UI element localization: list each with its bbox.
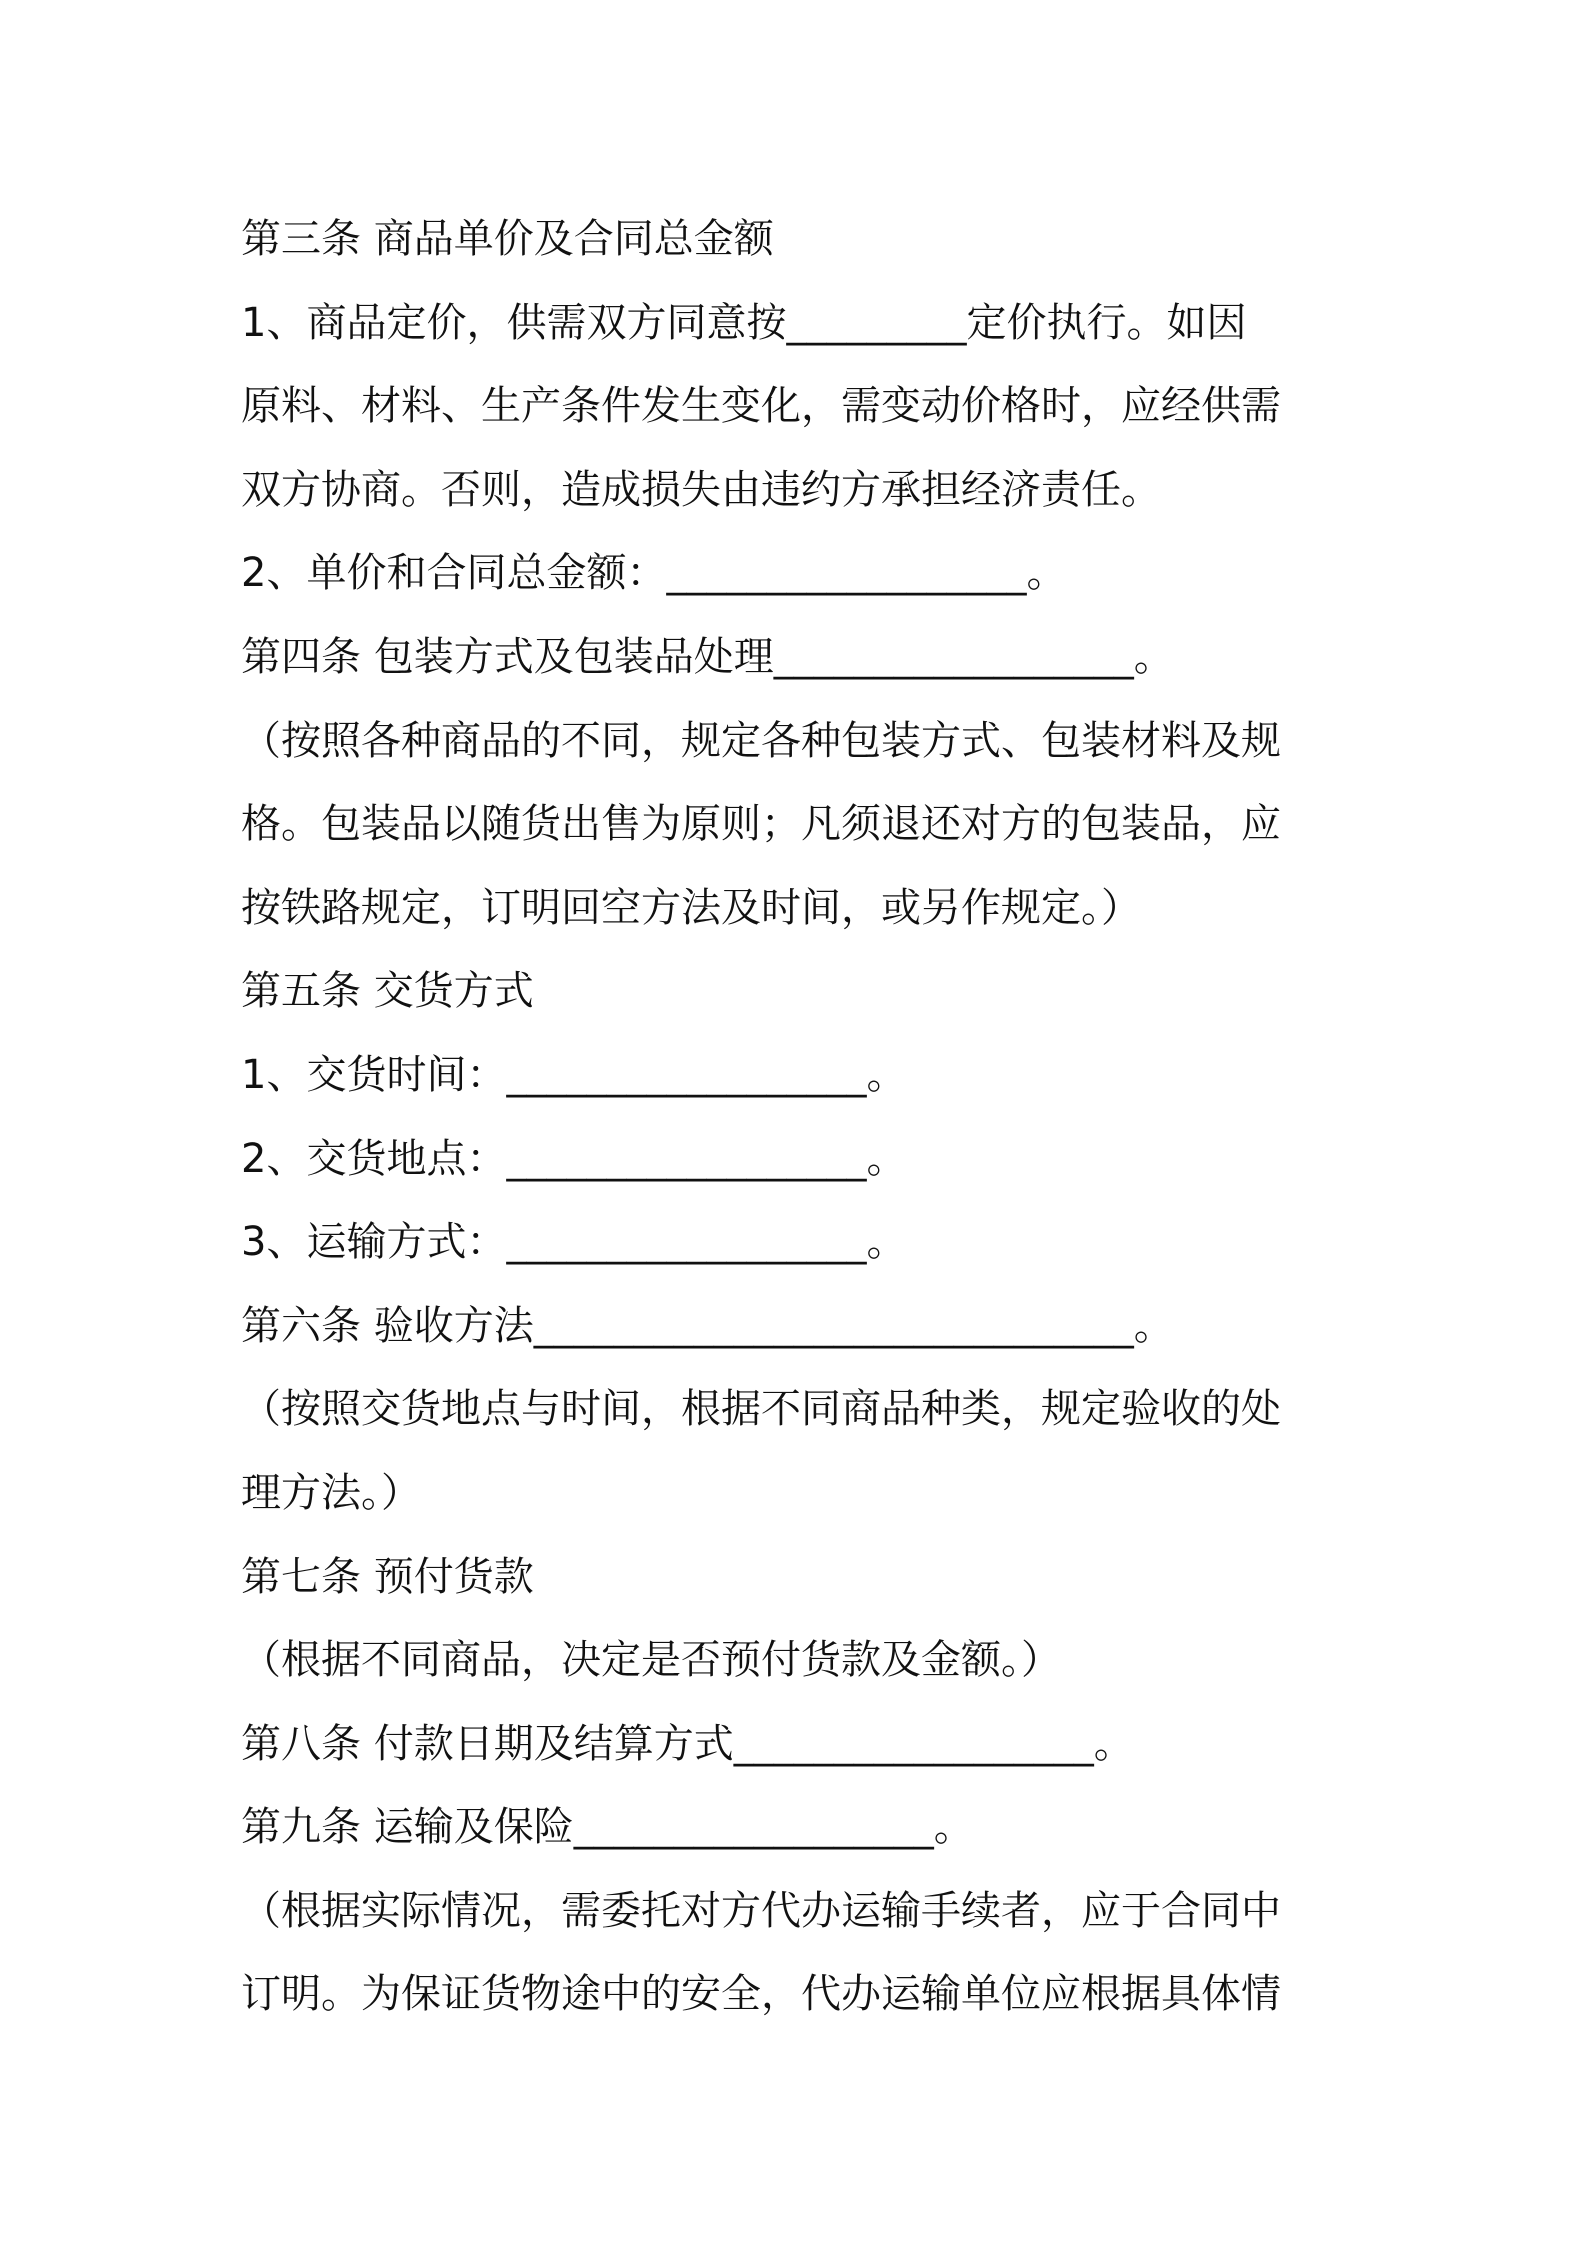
text-line: （按照交货地点与时间，根据不同商品种类，规定验收的处 — [241, 1386, 1281, 1433]
text-line: 按铁路规定，订明回空方法及时间，或另作规定。） — [241, 884, 1141, 931]
text-line: 第三条 商品单价及合同总金额 — [241, 216, 774, 262]
article-5-heading — [241, 950, 1353, 1034]
article-5-item-3 — [241, 1201, 1353, 1285]
text-line: 原料、材料、生产条件发生变化，需变动价格时，应经供需 — [241, 383, 1281, 430]
text-line: 3、运输方式：__________________。 — [241, 1219, 907, 1266]
text-line: 理方法。） — [241, 1469, 421, 1516]
article-3-item-1-line-1 — [241, 282, 1353, 366]
article-4-note-line-3 — [241, 867, 1353, 951]
text-line: 2、单价和合同总金额：__________________。 — [241, 550, 1067, 597]
article-6-note-line-1 — [241, 1368, 1353, 1452]
article-7-note — [241, 1619, 1353, 1703]
article-9-note-line-1 — [241, 1870, 1353, 1954]
text-line: 订明。为保证货物途中的安全，代办运输单位应根据具体情 — [241, 1971, 1281, 2018]
article-4-heading — [241, 616, 1353, 700]
text-line: 第八条 付款日期及结算方式__________________。 — [241, 1720, 1134, 1767]
text-line: （按照各种商品的不同，规定各种包装方式、包装材料及规 — [241, 717, 1281, 764]
article-3-item-1-line-3 — [241, 449, 1353, 533]
article-8-heading — [241, 1703, 1353, 1787]
text-line: （根据实际情况，需委托对方代办运输手续者，应于合同中 — [241, 1887, 1281, 1934]
text-line: 1、交货时间：__________________。 — [241, 1051, 907, 1098]
article-3-item-1-line-2 — [241, 365, 1353, 449]
text-line: 格。包装品以随货出售为原则；凡须退还对方的包装品，应 — [241, 801, 1281, 848]
text-line: 双方协商。否则，造成损失由违约方承担经济责任。 — [241, 466, 1161, 513]
text-line: 第六条 验收方法______________________________。 — [241, 1302, 1174, 1349]
text-line: 第四条 包装方式及包装品处理__________________。 — [241, 633, 1174, 680]
article-6-heading — [241, 1285, 1353, 1369]
text-line: 第七条 预付货款 — [241, 1553, 534, 1600]
article-3-item-2 — [241, 532, 1353, 616]
article-6-note-line-2 — [241, 1452, 1353, 1536]
text-line: 2、交货地点：__________________。 — [241, 1135, 907, 1182]
text-line: 第九条 运输及保险__________________。 — [241, 1804, 974, 1851]
article-5-item-2 — [241, 1118, 1353, 1202]
article-4-note-line-1 — [241, 700, 1353, 784]
text-line: 第五条 交货方式 — [241, 968, 534, 1015]
article-9-note-line-2 — [241, 1953, 1353, 2037]
article-3-heading — [241, 198, 1353, 282]
contract-body — [241, 198, 1353, 2037]
article-7-heading — [241, 1536, 1353, 1620]
article-9-heading — [241, 1786, 1353, 1870]
text-line: （根据不同商品，决定是否预付货款及金额。） — [241, 1637, 1061, 1684]
article-5-item-1 — [241, 1034, 1353, 1118]
article-4-note-line-2 — [241, 783, 1353, 867]
text-line: 1、商品定价，供需双方同意按_________定价执行。如因 — [241, 299, 1247, 346]
